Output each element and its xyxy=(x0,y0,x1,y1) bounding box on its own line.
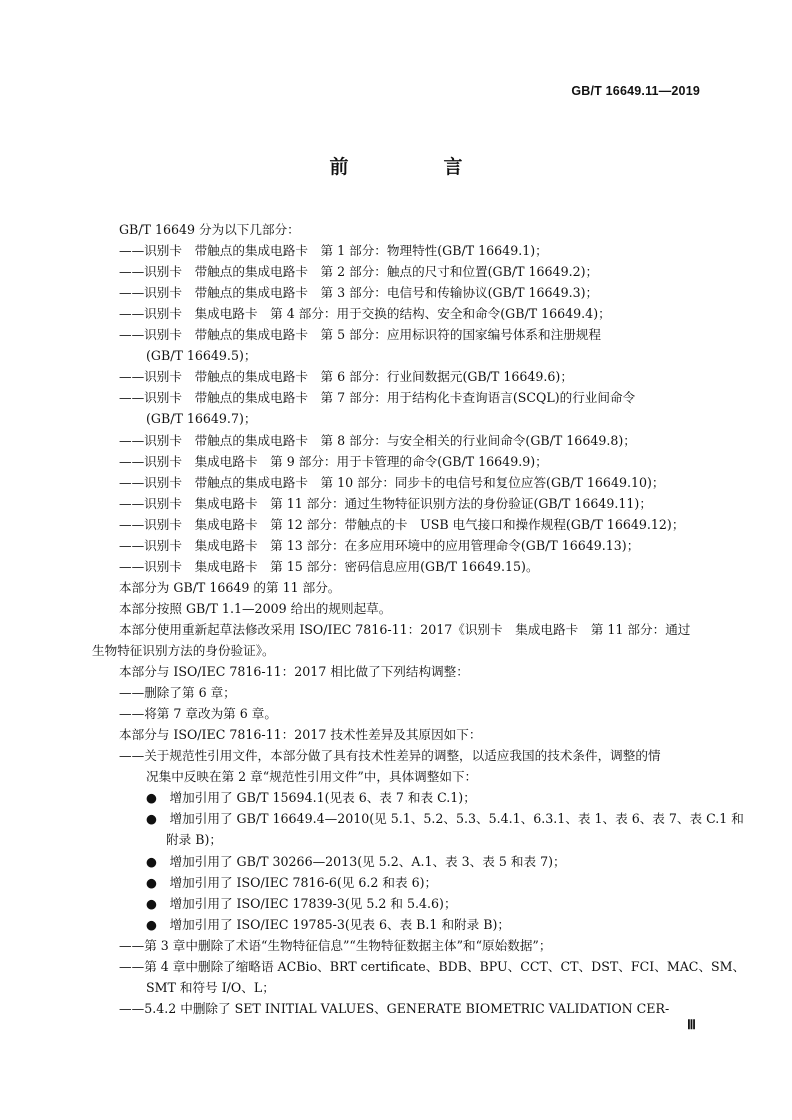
text-line: 附录 B)； xyxy=(166,832,222,848)
text-line: ——关于规范性引用文件，本部分做了具有技术性差异的调整，以适应我国的技术条件，调整的情 xyxy=(119,748,661,764)
text-line: ——识别卡 带触点的集成电路卡 第 5 部分：应用标识符的国家编号体系和注册规程 xyxy=(119,327,601,343)
text-line: ——识别卡 集成电路卡 第 15 部分：密码信息应用(GB/T 16649.15)。 xyxy=(119,558,539,574)
standard-number: GB/T 16649.11—2019 xyxy=(571,84,700,98)
page-number: Ⅲ xyxy=(687,1017,696,1032)
text-line: ——5.4.2 中删除了 SET INITIAL VALUES、GENERATE BIOMETRIC VALIDATION CER- xyxy=(119,1000,670,1016)
text-line: ● 增加引用了 ISO/IEC 19785-3(见表 6、表 B.1 和附录 B)； xyxy=(146,916,510,932)
text-line: GB/T 16649 分为以下几部分： xyxy=(119,222,300,237)
text-line: ——识别卡 集成电路卡 第 13 部分：在多应用环境中的应用管理命令(GB/T 16649.13)； xyxy=(119,537,640,553)
text-line: ——识别卡 带触点的集成电路卡 第 1 部分：物理特性(GB/T 16649.1)； xyxy=(119,243,548,259)
text-line: ——识别卡 带触点的集成电路卡 第 7 部分：用于结构化卡查询语言(SCQL)的行业间命令 xyxy=(119,390,636,406)
text-line: ● 增加引用了 GB/T 30266—2013(见 5.2、A.1、表 3、表 5 和表 7)； xyxy=(146,853,566,869)
text-line: (GB/T 16649.5)； xyxy=(146,348,257,364)
text-line: 本部分使用重新起草法修改采用 ISO/IEC 7816-11：2017《识别卡 集成电路卡 第 11 部分：通过 xyxy=(119,621,691,637)
text-line: ——识别卡 带触点的集成电路卡 第 2 部分：触点的尺寸和位置(GB/T 16649.2)； xyxy=(119,264,599,280)
text-line: ● 增加引用了 GB/T 15694.1(见表 6、表 7 和表 C.1)； xyxy=(146,790,476,806)
text-line: ● 增加引用了 ISO/IEC 17839-3(见 5.2 和 5.4.6)； xyxy=(146,895,457,911)
text-line: 本部分按照 GB/T 1.1—2009 给出的规则起草。 xyxy=(119,600,392,616)
text-line: 本部分与 ISO/IEC 7816-11：2017 相比做了下列结构调整： xyxy=(119,664,469,680)
text-line: 况集中反映在第 2 章“规范性引用文件”中，具体调整如下： xyxy=(146,769,478,785)
text-line: ——识别卡 带触点的集成电路卡 第 6 部分：行业间数据元(GB/T 16649.6)； xyxy=(119,369,573,385)
text-line: 生物特征识别方法的身份验证》。 xyxy=(92,643,275,658)
text-line: ——识别卡 集成电路卡 第 4 部分：用于交换的结构、安全和命令(GB/T 16649.4)； xyxy=(119,306,611,322)
text-line: ——识别卡 集成电路卡 第 9 部分：用于卡管理的命令(GB/T 16649.9)； xyxy=(119,453,548,469)
text-line: ——识别卡 集成电路卡 第 12 部分：带触点的卡 USB 电气接口和操作规程(GB/T 16649.12)； xyxy=(119,516,685,532)
text-line: ● 增加引用了 ISO/IEC 7816-6(见 6.2 和表 6)； xyxy=(146,874,438,890)
text-line: ——删除了第 6 章； xyxy=(119,685,236,701)
page-title: 前 言 xyxy=(329,156,501,178)
text-line: 本部分与 ISO/IEC 7816-11：2017 技术性差异及其原因如下： xyxy=(119,727,482,743)
text-line: ——识别卡 带触点的集成电路卡 第 3 部分：电信号和传输协议(GB/T 16649.3)； xyxy=(119,285,599,301)
text-line: ——识别卡 带触点的集成电路卡 第 10 部分：同步卡的电信号和复位应答(GB/T 16649.10)； xyxy=(119,474,665,490)
text-line: ——识别卡 集成电路卡 第 11 部分：通过生物特征识别方法的身份验证(GB/T 16649.11)； xyxy=(119,495,652,511)
text-line: SMT 和符号 I/O、L； xyxy=(146,979,275,995)
text-line: ● 增加引用了 GB/T 16649.4—2010(见 5.1、5.2、5.3、5.4.1、6.3.1、表 1、表 6、表 7、表 C.1 和 xyxy=(146,811,744,827)
text-line: ——识别卡 带触点的集成电路卡 第 8 部分：与安全相关的行业间命令(GB/T 16649.8)； xyxy=(119,432,636,448)
text-line: ——第 3 章中删除了术语“生物特征信息”“生物特征数据主体”和“原始数据”； xyxy=(119,937,552,953)
text-line: ——将第 7 章改为第 6 章。 xyxy=(119,706,277,722)
text-line: (GB/T 16649.7)； xyxy=(146,411,257,427)
text-line: 本部分为 GB/T 16649 的第 11 部分。 xyxy=(119,579,341,595)
text-line: ——第 4 章中删除了缩略语 ACBio、BRT certificate、BDB、BPU、CCT、CT、DST、FCI、MAC、SM、 xyxy=(119,958,746,974)
